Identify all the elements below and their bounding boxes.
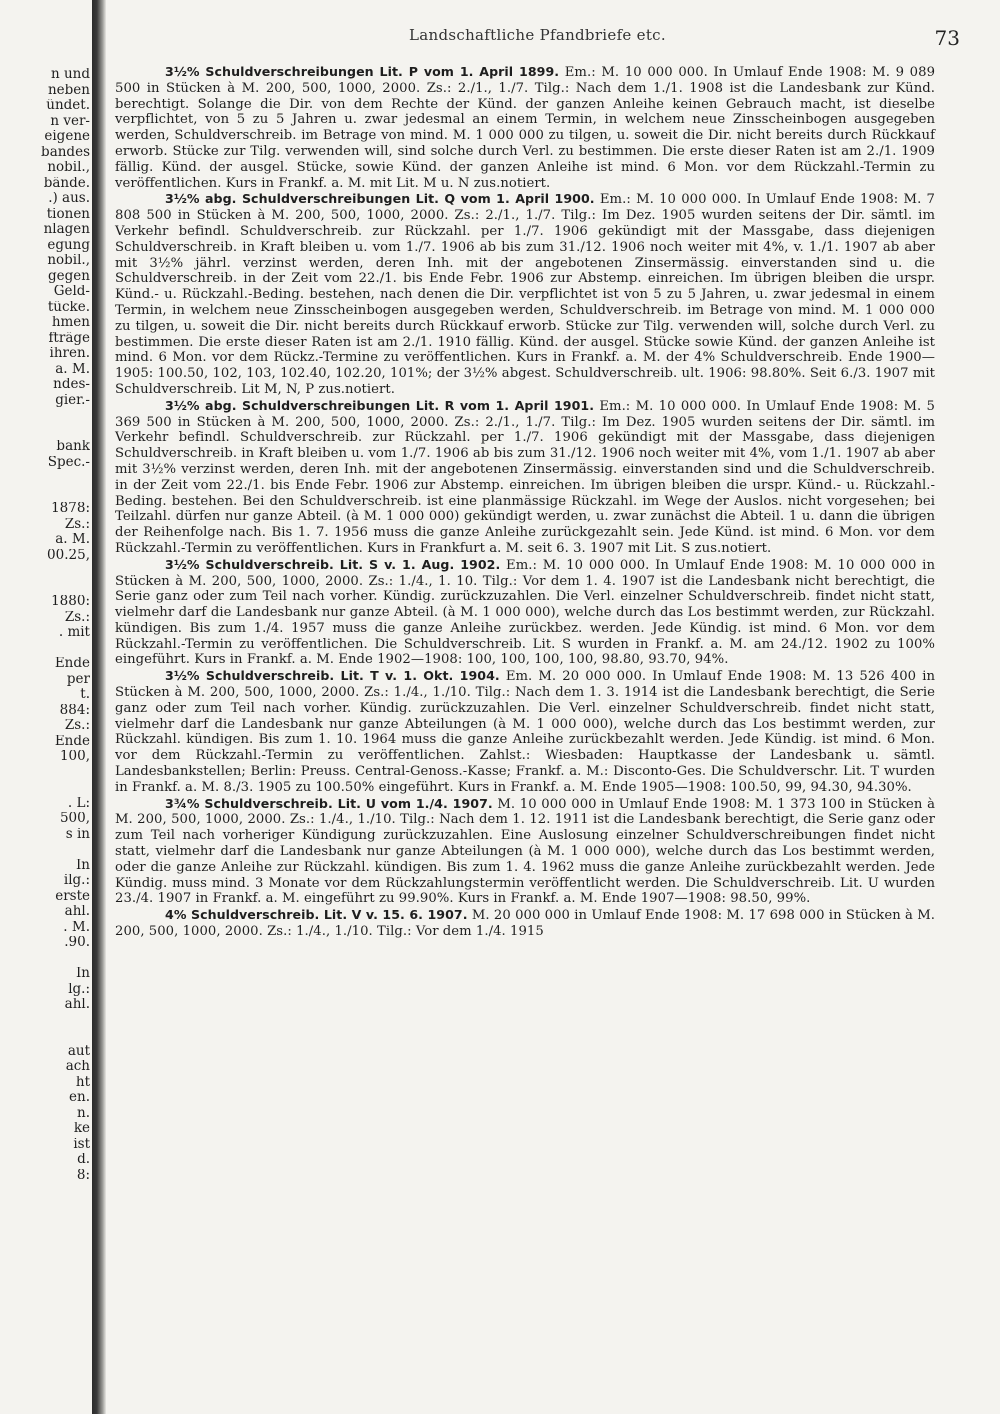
margin-fragment: Ende bbox=[54, 734, 90, 748]
bond-entry bbox=[115, 191, 935, 397]
book-binding-fold bbox=[92, 0, 106, 1414]
margin-fragment: bank bbox=[56, 440, 90, 454]
margin-fragment: n und bbox=[50, 68, 90, 82]
bond-entry-heading: 3½% abg. Schuldverschreibungen Lit. R vom 1. April 1901. bbox=[165, 397, 595, 413]
margin-fragment: In bbox=[75, 858, 90, 872]
margin-fragment: ündet. bbox=[46, 99, 90, 113]
left-page-margin-fragments bbox=[0, 0, 92, 1414]
margin-fragment: a. M. bbox=[55, 533, 90, 547]
margin-fragment: Zs.: bbox=[64, 719, 90, 733]
margin-fragment: lg.: bbox=[68, 982, 90, 996]
margin-fragment: hmen bbox=[51, 316, 90, 330]
margin-fragment: bandes bbox=[41, 145, 90, 159]
bond-entry-text: Em.: M. 10 000 000. In Umlauf Ende 1908: M. 5 369 500 in Stücken à M. 200, 500, 1000, 2000. Zs.: 2./1., 1./7. Tilg.: Im Dez. 1905 wurden seitens der Dir. sämtl. im Verkehr befindl. Schuldverschreib. zur Rückzahl. per 1./7. 1906 gekündigt mit der Massgabe, dass diejenigen Schuldverschreib. in Kraft bleiben u. vom 1./7. 1906 ab bis zum 31./12. 1906 noch weiter mit 4%, vom 1./1. 1907 ab aber mit 3½% verzinst werden, deren Inh. mit der angebotenen Zinsermässig. einverstanden sind und die Schuldverschreib. in der Zeit vom 22./1. bis Ende Febr. 1906 zur Abstemp. einreichen. Im übrigen bleiben die urspr. Künd.- u. Rückzahl.-Beding. bestehen. Bei den Schuldverschreib. ist eine planmässige Rückzahl. im Wege der Auslos. nicht vorgesehen; bei Teilzahl. dürfen nur ganze Abteil. (à M. 1 000 000) gekündigt werden, u. zwar zunächst die Abteil. 1 u. dann die übrigen der Reihenfolge nach. Bis 1. 7. 1956 muss die ganze Anleihe zurückgezahlt sein. Jede Künd. ist mind. 6 Mon. vor dem Rückzahl.-Termin zu veröffentlichen. Kurs in Frankfurt a. M. seit 6. 3. 1907 mit Lit. S zus.notiert. bbox=[115, 398, 935, 556]
margin-fragment: bände. bbox=[43, 176, 90, 190]
margin-fragment: fträge bbox=[48, 331, 90, 345]
margin-fragment: gegen bbox=[48, 269, 90, 283]
margin-fragment: egung bbox=[47, 238, 90, 252]
margin-fragment: neben bbox=[47, 83, 90, 97]
margin-fragment: tionen bbox=[46, 207, 90, 221]
margin-fragment: nlagen bbox=[43, 223, 90, 237]
bond-entry bbox=[115, 398, 935, 557]
margin-fragment: ihren. bbox=[49, 347, 90, 361]
bond-entry-text: M. 20 000 000 in Umlauf Ende 1908: M. 17 698 000 in Stücken à M. 200, 500, 1000, 2000. Zs.: 1./4., 1./10. Tilg.: Vor dem 1./4. 1915 bbox=[115, 908, 936, 940]
bond-entry bbox=[115, 796, 935, 908]
margin-fragment: 1878: bbox=[51, 502, 90, 516]
bond-entry bbox=[115, 64, 935, 191]
margin-fragment: erste bbox=[55, 889, 90, 903]
bond-entry-heading: 3½% abg. Schuldverschreibungen Lit. Q vom 1. April 1900. bbox=[165, 191, 595, 207]
margin-fragment: en. bbox=[69, 1091, 90, 1105]
margin-fragment: Zs.: bbox=[64, 610, 90, 624]
margin-fragment: ilg.: bbox=[63, 874, 90, 888]
bond-entry bbox=[115, 668, 935, 795]
margin-fragment: tücke. bbox=[47, 300, 90, 314]
bond-entry-text: Em.: M. 10 000 000. In Umlauf Ende 1908: M. 10 000 000 in Stücken à M. 200, 500, 1000, 2000. Zs.: 1./4., 1. 10. Tilg.: Vor dem 1. 4. 1907 ist die Landesbank nicht berechtigt, die Serie ganz oder zum Teil nach vorher. Kündig. zurückzuzahlen. Die Verl. einzelner Schuldverschreib. findet nicht statt, vielmehr darf die Landesbank nur ganze Abteil. (à M. 1 000 000), welche durch das Los bestimmt werden, zur Rückzahl. kündigen. Bis zum 1./4. 1957 muss die ganze Anleihe zurückbez. werden. Jede Kündig. ist mind. 6 Mon. vor dem Rückzahl.-Termin zu veröffentlichen. Die Schuldverschreib. Lit. S wurden in Frankf. a. M. am 24./12. 1902 zu 100% eingeführt. Kurs in Frankf. a. M. Ende 1902—1908: 100, 100, 100, 100, 98.80, 93.70, 94%. bbox=[115, 557, 935, 668]
margin-fragment: ht bbox=[75, 1075, 90, 1089]
margin-fragment: 100, bbox=[59, 750, 90, 764]
margin-fragment: 00.25, bbox=[47, 548, 90, 562]
bond-entry-heading: 3½% Schuldverschreibungen Lit. P vom 1. April 1899. bbox=[165, 64, 560, 79]
margin-fragment: ahl. bbox=[64, 905, 90, 919]
margin-fragment: 500, bbox=[59, 812, 90, 826]
bond-entry-heading: 4% Schuldverschreib. Lit. V v. 15. 6. 1907. bbox=[165, 907, 468, 923]
bond-entry bbox=[115, 907, 935, 940]
page-header bbox=[115, 22, 960, 52]
margin-fragment: ke bbox=[73, 1122, 90, 1136]
bond-entry bbox=[115, 557, 935, 669]
margin-fragment: nobil., bbox=[47, 254, 90, 268]
page-number: 73 bbox=[934, 26, 960, 50]
bond-entry-heading: 3½% Schuldverschreib. Lit. S v. 1. Aug. 1902. bbox=[165, 556, 501, 572]
margin-fragment: s in bbox=[65, 827, 90, 841]
bond-entry-heading: 3¾% Schuldverschreib. Lit. U vom 1./4. 1907. bbox=[165, 795, 493, 811]
margin-fragment: n. bbox=[77, 1106, 90, 1120]
margin-fragment: 884: bbox=[59, 703, 90, 717]
margin-fragment: Spec.- bbox=[47, 455, 90, 469]
bond-entry-text: Em.: M. 10 000 000. In Umlauf Ende 1908: M. 9 089 500 in Stücken à M. 200, 500, 1000, 2000. Zs.: 2./1., 1./7. Tilg.: Nach dem 1./1. 1908 ist die Landesbank zur Künd. berechtigt. Solange die Dir. von dem Rechte der Künd. der ganzen Anleihe keinen Gebrauch macht, ist dieselbe verpflichtet, von 5 zu 5 Jahren u. zwar jedesmal an einem Termin, in welchem neue Zinsscheinbogen ausgegeben werden, Schuldverschreib. im Betrage von mind. M. 1 000 000 zu tilgen, u. soweit die Dir. nicht bereits durch Rückkauf erworb. Stücke zur Tilg. verwenden will, sind solche durch Verl. zu bestimmen. Die erste dieser Raten ist am 2./1. 1909 fällig. Künd. der ausgel. Stücke, sowie Künd. der ganzen Anleihe ist mind. 6 Mon. vor dem Rückzahl.-Termin zu veröffentlichen. Kurs in Frankf. a. M. mit Lit. M u. N zus.notiert. bbox=[115, 65, 936, 191]
margin-fragment: . mit bbox=[58, 626, 90, 640]
page-body bbox=[115, 64, 935, 940]
margin-fragment: 1880: bbox=[51, 595, 90, 609]
bond-entry-heading: 3½% Schuldverschreib. Lit. T v. 1. Okt. 1904. bbox=[165, 668, 500, 684]
margin-fragment: ndes- bbox=[53, 378, 90, 392]
margin-fragment: Geld- bbox=[53, 285, 90, 299]
margin-fragment: gier.- bbox=[55, 393, 90, 407]
margin-fragment: d. bbox=[77, 1153, 90, 1167]
margin-fragment: ach bbox=[65, 1060, 90, 1074]
margin-fragment: per bbox=[66, 672, 90, 686]
margin-fragment: ist bbox=[73, 1137, 90, 1151]
margin-fragment: .90. bbox=[64, 936, 90, 950]
bond-entry-text: Em. M. 20 000 000. In Umlauf Ende 1908: M. 13 526 400 in Stücken à M. 200, 500, 1000, 2000. Zs.: 1./4., 1./10. Tilg.: Nach dem 1. 3. 1914 ist die Landesbank berechtigt, die Serie ganz oder zum Teil nach vorher. Kündig. zurückzuzahlen. Die Verl. einzelner Schuldverschreib. findet nicht statt, vielmehr darf die Landesbank nur ganze Abteilungen (à M. 1 000 000), welche durch das Los bestimmt werden, zur Rückzahl. kündigen. Bis zum 1. 10. 1964 muss die ganze Anleihe zurückbezahlt werden. Jede Kündig. ist mind. 6 Mon. vor dem Rückzahl.-Termin zu veröffentlichen. Zahlst.: Wiesbaden: Hauptkasse der Landesbank u. sämtl. Landesbankstellen; Berlin: Preuss. Central-Genoss.-Kasse; Frankf. a. M.: Disconto-Ges. Die Schuldverschr. Lit. T wurden in Frankf. a. M. 8./3. 1905 zu 100.50% eingeführt. Kurs in Frankf. a. M. Ende 1905—1908: 100.50, 99, 94.30, 94.30%. bbox=[115, 669, 936, 795]
margin-fragment: Zs.: bbox=[64, 517, 90, 531]
margin-fragment: In bbox=[75, 967, 90, 981]
margin-fragment: eigene bbox=[44, 130, 90, 144]
margin-fragment: .) aus. bbox=[48, 192, 90, 206]
margin-fragment: 8: bbox=[76, 1168, 90, 1182]
margin-fragment: t. bbox=[80, 688, 90, 702]
margin-fragment: nobil., bbox=[47, 161, 90, 175]
margin-fragment: . M. bbox=[63, 920, 90, 934]
bond-entry-text: Em.: M. 10 000 000. In Umlauf Ende 1908: M. 7 808 500 in Stücken à M. 200, 500, 1000, 2000. Zs.: 2./1., 1./7. Tilg.: Im Dez. 1905 wurden seitens der Dir. sämtl. im Verkehr befindl. Schuldverschreib. zur Rückzahl. per 1./7. 1906 gekündigt mit der Massgabe, dass diejenigen Schuldverschreib. in Kraft bleiben u. vom 1./7. 1906 ab bis zum 31./12. 1906 noch weiter mit 4%, v. 1./1. 1907 ab aber mit 3½% jährl. verzinst werden, deren Inh. mit der angebotenen Zinsermässig. einverstanden sind u. die Schuldverschreib. in der Zeit vom 22./1. bis Ende Febr. 1906 zur Abstemp. einreichen. Im übrigen bleiben die urspr. Künd.- u. Rückzahl.-Beding. bestehen, nach denen die Dir. verpflichtet ist von 5 zu 5 Jahren, u. zwar jedesmal in einem Termin, in welchem neue Zinsscheinbogen ausgegeben werden, Schuldverschreib. im Betrage von mind. M. 1 000 000 zu tilgen, u. soweit die Dir. nicht bereits durch Rückkauf erworb. Stücke zur Tilg. verwenden will, solche durch Verl. zu bestimmen. Die erste dieser Raten ist am 2./1. 1910 fällig. Künd. der ausgel. Stücke sowie Künd. der ganzen Anleihe ist mind. 6 Mon. vor dem Rückz.-Termine zu veröffentlichen. Kurs in Frankf. a. M. der 4% Schuldverschreib. Ende 1900—1905: 100.50, 102, 103, 102.40, 102.20, 101%; der 3½% abgest. Schuldverschreib. ult. 1906: 98.80%. Seit 6./3. 1907 mit Schuldverschreib. Lit M, N, P zus.notiert. bbox=[115, 192, 935, 397]
margin-fragment: aut bbox=[67, 1044, 90, 1058]
running-title: Landschaftliche Pfandbriefe etc. bbox=[409, 26, 666, 44]
margin-fragment: Ende bbox=[54, 657, 90, 671]
bond-entry-text: M. 10 000 000 in Umlauf Ende 1908: M. 1 373 100 in Stücken à M. 200, 500, 1000, 2000. Zs.: 1./4., 1./10. Tilg.: Nach dem 1. 12. 1911 ist die Landesbank berechtigt, die Serie ganz oder zum Teil nach vorheriger Kündigung zurückzuzahlen. Eine Auslosung einzelner Schuldverschreibungen findet nicht statt, vielmehr darf die Landesbank nur ganze Abteilungen (à M. 1 000 000), welche durch das Los bestimmt werden, oder die ganze Anleihe zur Rückzahl. kündigen. Bis zum 1. 4. 1962 muss die ganze Anleihe zurückbezahlt werden. Jede Kündig. muss mind. 3 Monate vor dem Rückzahlungstermin veröffentlicht werden. Die Schuldverschreib. Lit. U wurden 23./4. 1907 in Frankf. a. M. eingeführt zu 99.90%. Kurs in Frankf. a. M. Ende 1907—1908: 98.50, 99%. bbox=[115, 796, 935, 907]
margin-fragment: . L: bbox=[67, 796, 90, 810]
margin-fragment: ahl. bbox=[64, 998, 90, 1012]
margin-fragment: a. M. bbox=[55, 362, 90, 376]
margin-fragment: n ver- bbox=[50, 114, 90, 128]
